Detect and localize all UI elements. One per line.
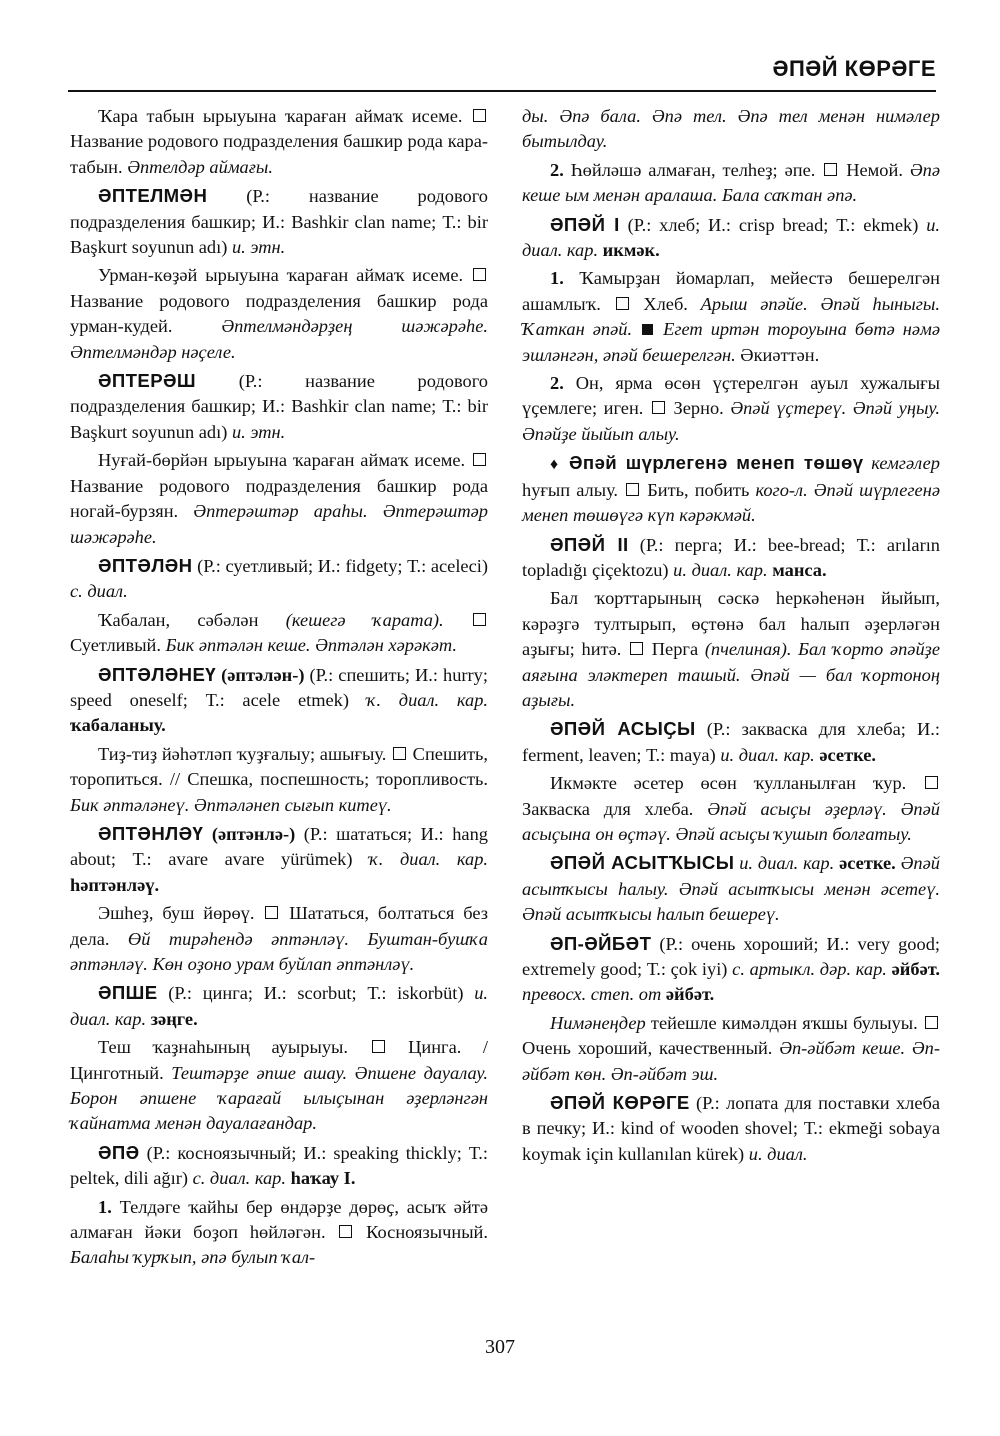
italic-text: ды. Әпә бала. Әпә тел. Әпә тел менән нимәлер бытылдау.	[522, 106, 940, 152]
dictionary-paragraph	[70, 742, 488, 818]
italic-text: Өй тирәһендә әптәнләү. Буштан-бушҡа әптәнләү. Көн оҙоно урам буйлап әптәнләү.	[70, 928, 489, 974]
bold-text: әсетке.	[819, 744, 877, 765]
italic-text: с. диал.	[70, 581, 128, 602]
text-run: Һөйләшә алмаған, телһеҙ; әпе.	[563, 159, 823, 180]
hollow-square-icon	[372, 1040, 385, 1053]
text-run	[561, 453, 569, 473]
dictionary-paragraph	[70, 1035, 488, 1137]
bold-text: манса.	[772, 559, 827, 580]
headword: ӘПӘЙ I	[550, 213, 620, 235]
text-run: Әкиәттән.	[735, 344, 820, 365]
italic-text: и. диал. кар.	[522, 214, 940, 261]
hollow-square-icon	[339, 1225, 352, 1238]
italic-text: Әпә кеше ым менән аралаша. Бала саҡтан әпә.	[522, 159, 940, 206]
text-run: Название родового подразделения башкир рода урман-кудей.	[70, 290, 488, 337]
hollow-square-icon	[473, 268, 486, 281]
italic-text: Бик әптәлән кеше. Әптәлән хәрәкәт.	[165, 635, 457, 656]
diamond-bullet-icon: ♦	[550, 456, 562, 474]
text-run: (Р.: название родового подразделения башкир; И.: Bashkir clan name; Т.: bir Başkurt soyunun adı)	[70, 371, 488, 442]
text-run: Ҡара табын ырыуына ҡараған аймаҡ исеме.	[98, 106, 471, 126]
text-run: Урман-көҙәй ырыуына ҡараған аймаҡ исеме.	[98, 265, 471, 286]
text-run: Очень хороший, качественный.	[522, 1038, 780, 1059]
hollow-square-icon	[473, 109, 486, 122]
text-run: Он, ярма өсөн үҫтерелгән ауыл хужалығы үҫемлеге; иген.	[522, 373, 940, 419]
dictionary-paragraph	[522, 716, 940, 768]
italic-text: и. этн.	[231, 421, 286, 442]
italic-text: и. диал. кар.	[673, 559, 768, 580]
headword: ӘПӘЙ АСЫТҠЫСЫ	[550, 852, 735, 874]
hollow-square-icon	[473, 453, 486, 466]
text-run	[203, 824, 212, 844]
dictionary-paragraph	[522, 158, 940, 209]
hollow-square-icon	[616, 297, 629, 310]
text-run: Ҡамырҙан йомарлап, мейестә бешерелгән ашамлыҡ.	[522, 268, 940, 314]
hollow-square-icon	[473, 613, 486, 626]
hollow-square-icon	[626, 483, 639, 496]
italic-text: Әптелдәр аймағы.	[127, 156, 273, 177]
bold-text: зәңге.	[150, 1008, 198, 1029]
dictionary-paragraph	[70, 448, 488, 550]
italic-text: Бик әптәләнеү. Әптәләнеп сығып китеү.	[70, 794, 392, 815]
text-run: (Р.: лопата для поставки хлеба в печку; И.: kind of wooden shovel; Т.: ekmeği sobaya koymak için kullanılan kürek)	[522, 1093, 940, 1164]
dictionary-paragraph	[70, 104, 488, 180]
dictionary-paragraph	[522, 1090, 940, 1167]
text-run: Спешить, торопиться. // Спешка, поспешность; торопливость.	[70, 743, 488, 790]
right-column	[522, 104, 940, 1170]
text-run: (Р.: перга; И.: bee-bread; Т.: arıların topladığı çiçektozu)	[522, 534, 940, 580]
bold-text: 1.	[98, 1196, 112, 1217]
text-run: (Р.: очень хороший; И.: very good; extremely good; Т.: çok iyi)	[522, 933, 940, 979]
text-run: Бал ҡорттарының сәскә һеркәһенән йыйып, кәрәҙгә тултырып, өҫтөнә бал һалып әҙерләгән аҙығы; һитә.	[522, 588, 940, 660]
text-run	[444, 610, 471, 630]
headword: Әпәй шүрлегенә менеп төшөү	[568, 452, 864, 474]
headword: ӘП-ӘЙБӘТ	[550, 932, 652, 954]
bold-text: һәптәнләү.	[70, 874, 160, 895]
text-run: Шататься, болтаться без дела.	[70, 903, 488, 949]
italic-text: кемгәлер	[871, 453, 940, 474]
italic-text: Әптелмәндәрҙең шәжәрәһе. Әптелмәндәр нәҫеле.	[70, 316, 488, 362]
headword: ӘПӘЙ II	[550, 533, 629, 555]
dictionary-paragraph	[522, 771, 940, 847]
dictionary-paragraph	[70, 608, 488, 659]
italic-text: Тештәрҙе әпше ашау. Әпшене дауалау. Борон әпшене ҡарағай ылыҫынан әҙерләнгән ҡайнатма менән дауалағандар.	[70, 1062, 488, 1134]
text-run: Ҡабалан, сәбәлән	[98, 609, 286, 630]
text-run	[655, 319, 663, 339]
text-run: Теш ҡаҙнаһының ауырыуы.	[98, 1037, 370, 1058]
dictionary-paragraph	[70, 901, 488, 977]
headword: ӘПТӘНЛӘҮ	[98, 822, 204, 844]
text-run: Цинга. / Цинготный.	[70, 1037, 488, 1083]
italic-text: Әпәй асыҫы әҙерләү. Әпәй асыҫына он өҫтәү. Әпәй асыҫы ҡушып болғатыу.	[522, 798, 940, 844]
italic-text: и. этн.	[231, 237, 286, 258]
headword: ӘПӘЙ АСЫҪЫ	[550, 718, 696, 740]
dictionary-paragraph	[70, 368, 488, 445]
bold-text: әйбәт.	[665, 984, 715, 1005]
page-number: 307	[485, 1336, 515, 1358]
italic-text: Әп-әйбәт кеше. Әп-әйбәт көн. Әп-әйбәт эш.	[522, 1038, 940, 1084]
bold-text: (әптәнлә-)	[211, 823, 296, 844]
italic-text: (пчелиная). Бал ҡорто әпәйҙе аяғына эләктереп ташый. Әпәй — бал ҡортоноң аҙығы.	[522, 639, 940, 710]
headword: ӘПШЕ	[98, 982, 158, 1004]
dictionary-paragraph	[70, 1195, 488, 1271]
hollow-square-icon	[265, 906, 278, 919]
text-run: (Р.: спешить; И.: hurry; speed oneself; Т.: acele etmek)	[70, 664, 488, 710]
hollow-square-icon	[652, 401, 665, 414]
bold-text: ҡабаланыу.	[70, 715, 166, 736]
text-run: (Р.: шататься; И.: hang about; Т.: avare avare yürümek)	[70, 823, 488, 870]
text-run: Перга	[645, 639, 705, 660]
hollow-square-icon	[824, 163, 837, 176]
text-run: (Р.: закваска для хлеба; И.: ferment, leaven; Т.: maya)	[522, 719, 941, 765]
italic-text: с. диал. кар.	[192, 1168, 286, 1189]
dictionary-paragraph	[522, 212, 940, 264]
hollow-square-icon	[925, 776, 938, 789]
text-run: Бить, побить	[641, 479, 756, 500]
bold-text: әйбәт.	[891, 959, 940, 979]
text-run: Название родового подразделения башкир рода кара-табын.	[70, 131, 488, 177]
text-run: тейешле кимәлдән яҡшы булыуы.	[645, 1012, 923, 1033]
italic-text: и. диал.	[748, 1143, 808, 1164]
italic-text: Балаһы ҡурҡып, әпә булып ҡал-	[70, 1247, 316, 1268]
italic-text: Әптерәштәр араһы. Әптерәштәр шәжәрәһе.	[70, 501, 489, 547]
italic-text: Егет иртән тороуына бөтә нәмә эшләнгән, әпәй бешерелгән.	[522, 319, 940, 365]
italic-text: ҡ. диал. кар.	[369, 849, 488, 870]
text-run: Немой.	[839, 159, 910, 180]
dictionary-paragraph	[70, 662, 488, 739]
text-run: Косноязычный.	[354, 1222, 488, 1243]
italic-text: (кешегә ҡарата).	[285, 609, 444, 630]
italic-text: превосх. степ. от	[522, 984, 662, 1005]
text-run: һуғып алыу.	[522, 479, 625, 500]
headword: ӘПТӘЛӘНЕҮ	[98, 663, 217, 685]
text-run: Телдәге ҡайһы бер өндәрҙе дөрөҫ, асыҡ әйтә алмаған йәки боҙоп һөйләгән.	[70, 1196, 488, 1243]
dictionary-paragraph	[70, 183, 488, 260]
dictionary-paragraph	[522, 104, 940, 155]
text-run: (Р.: цинга; И.: scorbut; Т.: iskorbüt)	[157, 983, 475, 1004]
bold-text: 2.	[550, 159, 564, 180]
dictionary-paragraph	[70, 263, 488, 365]
text-run: Тиҙ-тиҙ йәһәтләп ҡуҙғалыу; ашығыу.	[98, 743, 391, 764]
text-run	[632, 319, 640, 339]
dictionary-paragraph	[70, 1140, 488, 1192]
text-run: Хлеб.	[630, 293, 701, 314]
bold-text: 2.	[550, 373, 564, 394]
italic-text: Арыш әпәйе. Әпәй һыныгы. Ҡаткан әпәй.	[522, 293, 940, 340]
text-run: Закваска для хлеба.	[522, 798, 708, 819]
text-run: Эшһеҙ, буш йөрөү.	[98, 903, 264, 924]
left-column	[70, 104, 488, 1274]
bold-text: (әптәлән-)	[221, 664, 305, 685]
dictionary-paragraph	[522, 931, 940, 1008]
text-run: (Р.: хлеб; И.: crisp bread; Т.: ekmek)	[619, 214, 927, 235]
text-run: Суетливый.	[70, 635, 166, 656]
dictionary-paragraph	[522, 1011, 940, 1087]
bold-text: әсетке.	[839, 853, 896, 874]
dictionary-paragraph	[522, 266, 940, 368]
italic-text: Әпәй асытҡысы һалыу. Әпәй асытҡысы менән әсетеү. Әпәй асытҡысы һалып бешереү.	[522, 853, 940, 925]
filled-square-icon	[642, 324, 653, 335]
headword: ӘПӘЙ КӨРӘГЕ	[550, 1092, 690, 1114]
italic-text: и. диал. кар.	[70, 983, 488, 1029]
dictionary-paragraph	[70, 821, 488, 898]
text-run: (Р.: косноязычный; И.: speaking thickly; Т.: peltek, dili ağır)	[70, 1142, 488, 1189]
dictionary-paragraph	[522, 850, 940, 927]
running-head: ӘПӘЙ КӨРӘГЕ	[772, 56, 936, 81]
headword: ӘПТЕЛМӘН	[98, 185, 208, 207]
text-run: Зерно.	[666, 398, 731, 419]
dictionary-paragraph	[70, 980, 488, 1032]
text-run: Икмәкте әсетер өсөн ҡулланылған ҡур.	[550, 773, 923, 794]
italic-text: и. диал. кар.	[720, 744, 815, 765]
text-run: Нуғай-бөрйән ырыуына ҡараған аймаҡ исеме.	[98, 450, 471, 471]
italic-text: ҡ. диал. кар.	[366, 689, 489, 710]
text-run: (Р.: название родового подразделения башкир; И.: Bashkir clan name; Т.: bir Başkurt soyunun adı)	[70, 186, 488, 258]
hollow-square-icon	[925, 1016, 938, 1029]
bold-text: һаҡау I.	[290, 1168, 356, 1189]
headword: ӘПТЕРӘШ	[98, 370, 197, 392]
hollow-square-icon	[393, 747, 406, 760]
dictionary-paragraph	[522, 586, 940, 713]
italic-text: кого-л. Әпәй шүрлегенә менеп төшөүгә күп кәрәкмәй.	[522, 479, 940, 526]
header-rule	[68, 90, 936, 92]
italic-text: и. диал. кар.	[739, 853, 835, 874]
bold-text: икмәк.	[602, 240, 660, 261]
dictionary-paragraph	[522, 450, 940, 528]
dictionary-paragraph	[522, 532, 940, 584]
hollow-square-icon	[630, 642, 643, 655]
text-run: (Р.: суетливый; И.: fidgety; Т.: aceleci)	[192, 555, 488, 576]
text-run: Название родового подразделения башкир рода ногай-бурзян.	[70, 475, 488, 522]
bold-text: 1.	[550, 268, 564, 289]
headword: ӘПТӘЛӘН	[98, 554, 193, 576]
headword: ӘПӘ	[98, 1141, 140, 1163]
italic-text: с. артыкл. дәр. кар.	[732, 959, 887, 979]
italic-text: Нимәнеңдер	[550, 1012, 646, 1033]
dictionary-paragraph	[70, 553, 488, 605]
dictionary-paragraph	[522, 371, 940, 447]
italic-text: Әпәй үҫтереү. Әпәй уңыу. Әпәйҙе йыйып алыу.	[522, 398, 940, 444]
